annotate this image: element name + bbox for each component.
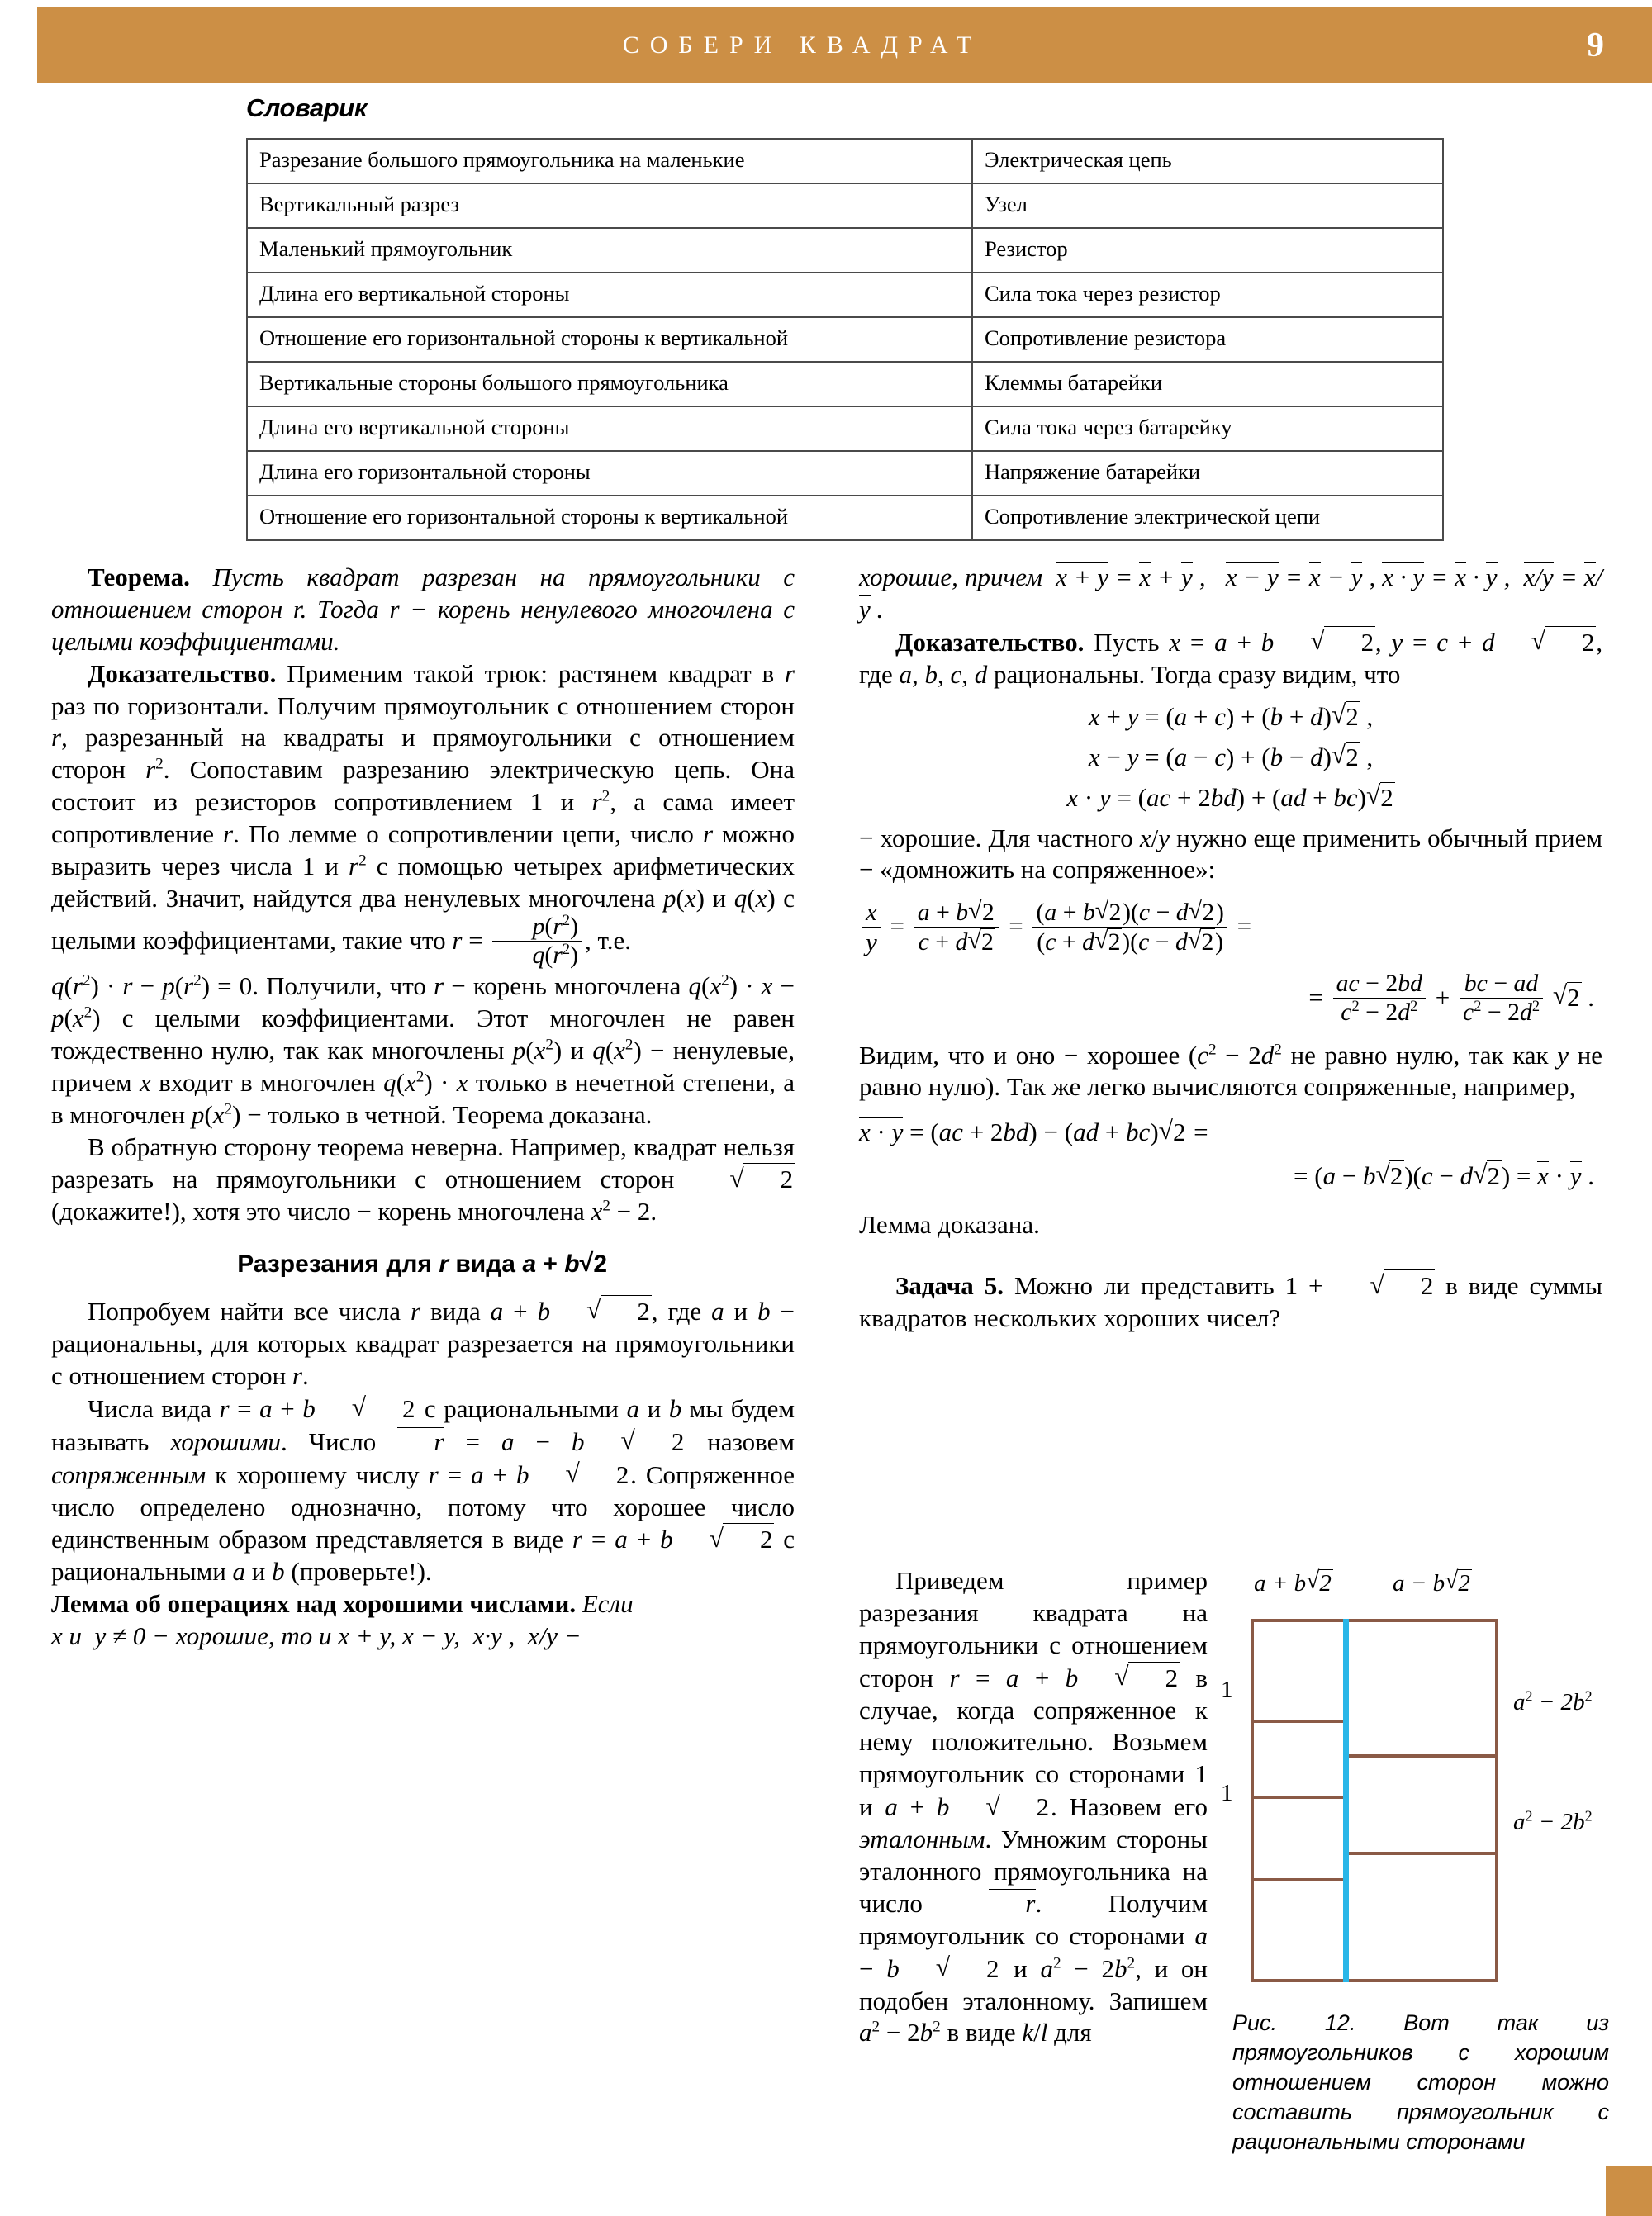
lemma-paragraph-2: x и y ≠ 0 − хорошие, то и x + y, x − y, x·y , x/y − <box>51 1621 582 1651</box>
proof-text-b: раз по горизонтали. Получим прямоугольник с отношением сторон <box>51 690 795 720</box>
lemma-a: Если <box>582 1589 634 1619</box>
glossary-term: Разрезание большого прямоугольника на маленькие <box>247 139 972 183</box>
figure-label-a-plus-b-sqrt2: a + b √ 2 <box>1254 1569 1333 1597</box>
rp-a: Пусть <box>1094 627 1170 657</box>
narrow-d: . Умножим стороны эталонного прямоугольника на число <box>859 1825 1208 1918</box>
figure-side-label-1: 1 <box>1221 1677 1233 1703</box>
s2-e: . Число <box>281 1426 398 1456</box>
good-a: − хорошие. Для частного <box>859 823 1140 852</box>
table-row <box>247 273 1443 317</box>
glossary-term: Вертикальные стороны большого прямоугольника <box>247 362 972 406</box>
glossary-meaning: Клеммы батарейки <box>972 362 1443 406</box>
s2-i: с рациональными <box>51 1525 795 1587</box>
proof2-b: − корень многочлена <box>444 971 689 1001</box>
proof2-h: − только в четной. Теорема доказана. <box>240 1099 653 1129</box>
proof-text-d: . Сопоставим разрезанию электрическую цепь. Она состоит из резисторов сопротивлением 1 и <box>51 755 795 817</box>
corner-decoration <box>1606 2166 1652 2216</box>
s1-e: − рациональны, для которых квадрат разрезается на прямоугольники с отношением сторон <box>51 1297 795 1390</box>
figure-cut-right-2 <box>1346 1852 1495 1855</box>
see-paragraph: Видим, что и оно − хорошее ($c^2 - 2d^2$ не равно нулю, так как y не равно нулю). Так же легко вычисляются сопряженные, например, <box>859 1040 1602 1102</box>
equation-conjugate: x · y = (ac + 2bd) − (ad + bc) √ 2 = <box>859 1117 1602 1147</box>
right-proof-paragraph: Доказательство. Пусть x = a + b √ 2, y = c + d √ 2, где a, b, c, d рациональны. Тогда сразу видим, что <box>859 626 1602 691</box>
lemma-cont-a: хорошие, причем <box>859 562 1043 591</box>
proof2-c: с целыми коэффициентами. Этот многочлен не равен тождественно нулю, так как многочлены <box>51 1003 795 1065</box>
s1-d: и <box>724 1297 758 1326</box>
proof2-e: − ненулевые, причем <box>51 1035 795 1097</box>
proof-text-a: Применим такой трюк: растянем квадрат в <box>287 658 785 688</box>
figure-cut-left-1 <box>1254 1720 1346 1723</box>
proof-paragraph-1: Доказательство. Применим такой трюк: растянем квадрат в r раз по горизонтали. Получим прямоугольник с отношением сторон r, разрезанный на квадраты и прямоугольники с отношением сторон $r^2$. Сопоставим разрезанию электрическую цепь. Она состоит из резисторов сопротивлением 1 и $r^2$, а сама имеет сопротивление r. По лемме о сопротивлении цепи, число r можно выразить через числа 1 и $r^2$ с помощью четырех арифметических действий. Значит, найдутся два ненулевых многочлена p(x) и q(x) с целыми коэффициентами, такие что r = $\frac{p(r^2)}{q(r^2)}$ , т.е. <box>51 658 795 969</box>
s2-j: и <box>245 1557 273 1587</box>
section-heading-b: вида <box>449 1250 523 1279</box>
proof2-f: входит в многочлен <box>150 1067 384 1097</box>
figure-caption: Рис. 12. Вот так из прямоугольников с хорошим отношением сторон можно составить прямоугольник с рациональными сторонами <box>1232 2010 1609 2154</box>
narrow-text-column <box>859 1565 1208 2049</box>
right-proof-label: Доказательство. <box>895 627 1085 657</box>
figure-cut-left-2 <box>1254 1796 1346 1799</box>
table-row <box>247 317 1443 362</box>
figure-label-a-minus-b-sqrt2: a − b √ 2 <box>1393 1569 1472 1597</box>
narrow-e: . Получим прямоугольник со сторонами <box>859 1888 1208 1950</box>
glossary-meaning: Сила тока через батарейку <box>972 406 1443 451</box>
glossary-title: Словарик <box>246 93 368 122</box>
s1-a: Попробуем найти все числа <box>88 1297 411 1326</box>
proof-text-g: можно выразить через числа 1 и <box>51 819 795 881</box>
figure-cut-right-1 <box>1346 1754 1495 1758</box>
proof-text-h: с помощью четырех арифметических действий. Значит, найдутся два ненулевых многочлена <box>51 852 795 913</box>
figure-rectangle <box>1251 1619 1498 1982</box>
narrow-h: в виде <box>940 2018 1023 2048</box>
proof2-a: . Получили, что <box>252 971 434 1001</box>
narrow-i: для <box>1047 2018 1092 2048</box>
equation-conjugate-2: = (a − b √ 2)(c − d √ 2) = x · y . <box>859 1160 1602 1191</box>
theorem-paragraph <box>51 562 795 658</box>
narrow-c: . Назовем его <box>1051 1792 1208 1822</box>
section-heading: Разрезания для r вида a + b √ 2 <box>51 1250 795 1279</box>
theorem-statement: Пусть квадрат разрезан на прямоугольники с отношением сторон r. Тогда r − корень ненулевого многочлена с целыми коэффициентами. <box>51 562 795 656</box>
s1-f: . <box>302 1360 309 1390</box>
proof-text-j: с целыми коэффициентами, такие что <box>51 883 795 955</box>
lemma-tail: − <box>557 1621 582 1651</box>
proof-text-k: , т.е. <box>585 925 631 955</box>
section-heading-r: r <box>439 1250 449 1279</box>
converse-b: (докажите!), хотя это число − корень многочлена <box>51 1197 591 1227</box>
proof2-g: только в нечетной степени, а в многочлен <box>51 1067 795 1129</box>
s2-k: (проверьте!). <box>284 1557 432 1587</box>
glossary-meaning: Узел <box>972 183 1443 228</box>
right-text-column <box>859 562 1602 1335</box>
equation-quotient: $\frac{x}{y}$ = $\frac{a + b √ 2}{c + d √ 2}$ = $\frac{(a + b √ 2)(c - d √ 2)}{(c + d √ 2)(c - d √ 2)}$ = <box>859 899 1602 957</box>
s2-a: Числа вида <box>88 1393 220 1423</box>
see-c: не равно нулю). Так же легко вычисляются сопряженные, например, <box>859 1040 1602 1102</box>
section-heading-a: Разрезания для <box>237 1250 439 1279</box>
table-row <box>247 451 1443 496</box>
rp-d: рациональны. Тогда сразу видим, что <box>987 659 1401 689</box>
proof-text-i: и <box>704 883 734 913</box>
glossary-meaning: Сопротивление электрической цепи <box>972 496 1443 540</box>
figure-top-labels <box>1231 1569 1611 1609</box>
lemma-continuation: хорошие, причем x + y = x + y , x − y = x − y , x · y = x · y , x/y = x/y . <box>859 562 1603 624</box>
proof-text-e: , а сама имеет сопротивление <box>51 787 795 849</box>
table-row <box>247 496 1443 540</box>
s2-f: назовем <box>686 1426 795 1456</box>
table-row <box>247 406 1443 451</box>
good-b: нужно еще применить обычный прием − «домножить на сопряженное»: <box>859 823 1602 885</box>
good-paragraph: − хорошие. Для частного x/y нужно еще применить обычный прием − «домножить на сопряженное»: <box>859 823 1602 885</box>
s2-horoshimi: хорошими <box>170 1426 282 1456</box>
s2-sopr: сопряженным <box>51 1459 206 1489</box>
figure-right-label-2: $a^2 - 2b^2$ <box>1513 1807 1593 1835</box>
s2-g: к хорошему числу <box>206 1459 429 1489</box>
glossary-meaning: Резистор <box>972 228 1443 273</box>
lemma-label: Лемма об операциях над хорошими числами. <box>51 1589 577 1619</box>
lemma-proved: Лемма доказана. <box>859 1210 1040 1240</box>
narrow-paragraph: Приведем пример разрезания квадрата на прямоугольники с отношением сторон r = a + b √ 2 в случае, когда сопряженное к нему положительно. Возьмем прямоугольник со сторонами 1 и a + b √ 2. Назовем его эталонным. Умножим стороны эталонного прямоугольника на число r. Получим прямоугольник со сторонами a − b √ 2 и $a^2 - 2b^2$, и он подобен эталонному. Запишем $a^2 - 2b^2$ в виде k/l для <box>859 1565 1208 2049</box>
rp-c: , где <box>859 627 1603 689</box>
header-band <box>37 7 1652 83</box>
s2-c: и <box>639 1393 669 1423</box>
figure-cut-left-3 <box>1254 1878 1346 1881</box>
proof-text-f: . По лемме о сопротивлении цепи, число <box>233 819 703 849</box>
s1-b: вида <box>420 1297 491 1326</box>
task-label: Задача 5. <box>895 1271 1004 1301</box>
section-paragraph-2: Числа вида r = a + b √ 2 с рациональными a и b мы будем называть хорошими. Число r = a − b √ 2 назовем сопряженным к хорошему числу r = a + b √ 2. Сопряженное число определено однозначно, потому что хорошее число единственным образом представляется в виде r = a + b √ 2 с рациональными a и b (проверьте!). <box>51 1393 795 1588</box>
theorem-label: Теорема. <box>88 562 190 591</box>
narrow-etalon: эталонным <box>859 1825 985 1854</box>
proof2-d: и <box>562 1035 593 1065</box>
figure-right-label-1: $a^2 - 2b^2$ <box>1513 1687 1593 1715</box>
s2-h: . Сопряженное число определено однозначно, потому что хорошее число единственным образом представляется в виде <box>51 1459 795 1554</box>
narrow-a: Приведем пример разрезания квадрата на прямоугольники с отношением сторон <box>859 1566 1208 1692</box>
see-b: не равно нулю, так как <box>1281 1040 1558 1070</box>
glossary-meaning: Сопротивление резистора <box>972 317 1443 362</box>
task-paragraph: Задача 5. Можно ли представить 1 + √ 2 в виде суммы квадратов нескольких хороших чисел? <box>859 1269 1602 1335</box>
rp-b: , <box>1374 627 1392 657</box>
glossary-table <box>246 138 1444 541</box>
glossary-term: Отношение его горизонтальной стороны к вертикальной <box>247 496 972 540</box>
s1-c: , где <box>651 1297 712 1326</box>
glossary-term: Отношение его горизонтальной стороны к вертикальной <box>247 317 972 362</box>
task-a: Можно ли представить <box>1004 1271 1285 1301</box>
equation-sum: x + y = (a + c) + (b + d) √ 2 , <box>859 701 1602 732</box>
proof-paragraph-2: $q(r^2) \cdot r - p(r^2) = 0$. Получили, что r − корень многочлена $q(x^2) \cdot x - p(x^2)$ с целыми коэффициентами. Этот многочлен не равен тождественно нулю, так как многочлены $p(x^2)$ и $q(x^2)$ − ненулевые, причем x входит в многочлен $q(x^2) \cdot x$ только в нечетной степени, а в многочлен $p(x^2)$ − только в четной. Теорема доказана. <box>51 971 795 1129</box>
glossary-term: Длина его горизонтальной стороны <box>247 451 972 496</box>
glossary-term: Вертикальный разрез <box>247 183 972 228</box>
lemma-paragraph <box>51 1588 795 1620</box>
narrow-g: , и он подобен эталонному. Запишем <box>859 1953 1208 2015</box>
equation-quotient-result: = $\frac{ac - 2bd}{c^2 - 2d^2}$ + $\frac{bc - ad}{c^2 - 2d^2}$ √ 2 . <box>859 972 1602 1027</box>
section-paragraph-1: Попробуем найти все числа r вида a + b √ 2, где a и b − рациональны, для которых квадрат разрезается на прямоугольники с отношением сторон r. <box>51 1295 795 1393</box>
glossary-meaning: Электрическая цепь <box>972 139 1443 183</box>
glossary-term: Маленький прямоугольник <box>247 228 972 273</box>
table-row <box>247 228 1443 273</box>
glossary-meaning: Сила тока через резистор <box>972 273 1443 317</box>
converse-a: В обратную сторону теорема неверна. Например, квадрат нельзя разрезать на прямоугольники с отношением сторон <box>51 1132 795 1194</box>
see-a: Видим, что и оно − хорошее ( <box>859 1040 1198 1070</box>
glossary-meaning: Напряжение батарейки <box>972 451 1443 496</box>
figure-12 <box>1231 1569 1611 1609</box>
page-number: 9 <box>1587 26 1604 64</box>
table-row <box>247 139 1443 183</box>
glossary-term: Длина его вертикальной стороны <box>247 273 972 317</box>
s2-b: с рациональными <box>416 1393 627 1423</box>
task-b: в виде суммы квадратов нескольких хороших чисел? <box>859 1271 1602 1333</box>
converse-paragraph: В обратную сторону теорема неверна. Например, квадрат нельзя разрезать на прямоугольники с отношением сторон √ 2 (докажите!), хотя это число − корень многочлена $x^2 - 2$. <box>51 1132 795 1229</box>
s1-r: r <box>410 1297 421 1326</box>
glossary-term: Длина его вертикальной стороны <box>247 406 972 451</box>
lemma-b: − хорошие, то и <box>145 1621 332 1651</box>
formula-r-fraction: $\frac{p(r^2)}{q(r^2)}$ <box>492 913 582 969</box>
equation-diff: x − y = (a − c) + (b − d) √ 2 , <box>859 742 1602 772</box>
proof-label: Доказательство. <box>88 658 277 688</box>
figure-side-label-2: 1 <box>1221 1780 1233 1806</box>
converse-c: . <box>650 1197 657 1227</box>
figure-divider <box>1343 1619 1349 1982</box>
s2-d: мы будем называть <box>51 1393 795 1456</box>
proof-text-c: , разрезанный на квадраты и прямоугольники с отношением сторон <box>51 723 795 785</box>
narrow-b: в случае, когда сопряженное к нему положительно. Возьмем прямоугольник со сторонами 1 и <box>859 1663 1208 1822</box>
equation-prod: x · y = (ac + 2bd) + (ad + bc) √ 2 <box>859 782 1602 813</box>
page-title: СОБЕРИ КВАДРАТ <box>622 31 983 59</box>
left-text-column <box>51 562 795 1653</box>
table-row <box>247 183 1443 228</box>
narrow-f: и <box>1000 1953 1041 1983</box>
table-row <box>247 362 1443 406</box>
